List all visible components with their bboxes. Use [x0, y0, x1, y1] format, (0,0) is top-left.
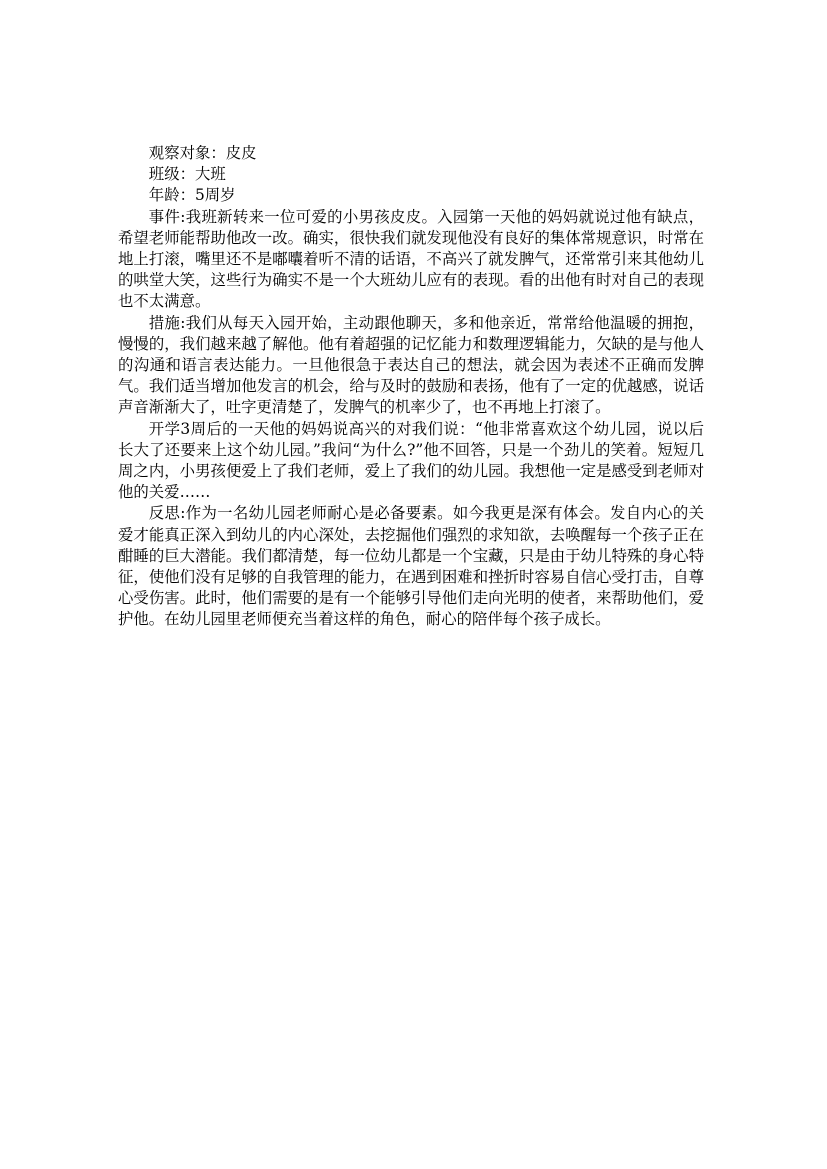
document-page — [118, 143, 704, 631]
age-line: 年龄：5周岁 — [148, 186, 236, 205]
event-paragraph: 事件:我班新转来一位可爱的小男孩皮皮。入园第一天他的妈妈就说过他有缺点，希望老师能帮助他改一改。确实，很快我们就发现他没有良好的集体常规意识，时常在地上打滚，嘴里还不是嘟囔着听不清的话语，不高兴了就发脾气，还常常引来其他幼儿的哄堂大笑，这些行为确实不是一个大班幼儿应有的表现。看的出他有时对自己的表现也不太满意。 — [118, 207, 704, 311]
reflection-paragraph: 反思:作为一名幼儿园老师耐心是必备要素。如今我更是深有体会。发自内心的关爱才能真正深入到幼儿的内心深处，去挖掘他们强烈的求知欲，去唤醒每一个孩子正在酣睡的巨大潜能。我们都清楚，每一位幼儿都是一个宝藏，只是由于幼儿特殊的身心特征，使他们没有足够的自我管理的能力，在遇到困难和挫折时容易自信心受打击，自尊心受伤害。此时，他们需要的是有一个能够引导他们走向光明的使者，来帮助他们，爱护他。在幼儿园里老师便充当着这样的角色，耐心的陪伴每个孩子成长。 — [118, 504, 704, 629]
followup-paragraph: 开学3周后的一天他的妈妈说高兴的对我们说：“他非常喜欢这个幼儿园，说以后长大了还要来上这个幼儿园。”我问“为什么?”他不回答，只是一个劲儿的笑着。短短几周之内，小男孩便爱上了我们老师，爱上了我们的幼儿园。我想他一定是感受到老师对他的关爱…… — [118, 419, 704, 502]
measures-paragraph: 措施:我们从每天入园开始，主动跟他聊天，多和他亲近，常常给他温暖的拥抱，慢慢的，我们越来越了解他。他有着超强的记忆能力和数理逻辑能力，欠缺的是与他人的沟通和语言表达能力。一旦他很急于表达自己的想法，就会因为表述不正确而发脾气。我们适当增加他发言的机会，给与及时的鼓励和表扬，他有了一定的优越感，说话声音渐渐大了，吐字更清楚了，发脾气的机率少了，也不再地上打滚了。 — [118, 313, 704, 417]
subject-line: 观察对象：皮皮 — [148, 144, 257, 162]
class-line: 班级：大班 — [148, 165, 226, 184]
